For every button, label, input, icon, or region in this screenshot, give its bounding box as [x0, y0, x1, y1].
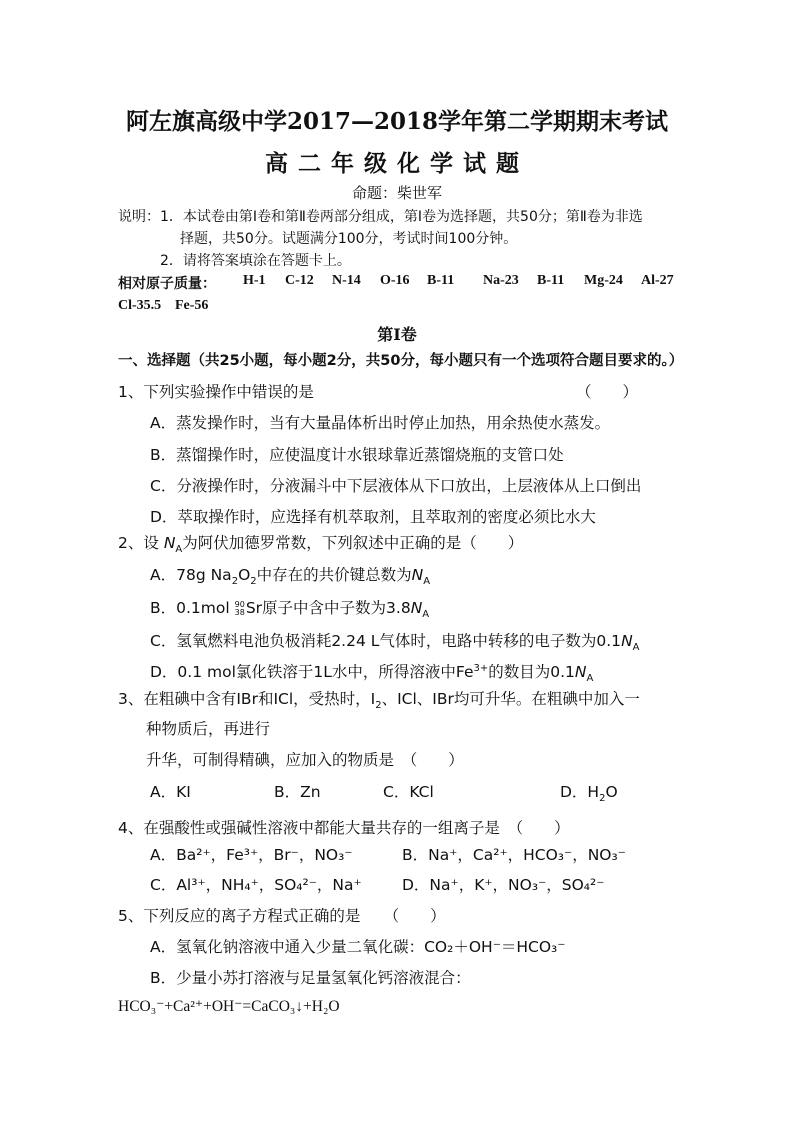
school-exam-title: 阿左旗高级中学2017—2018学年第二学期期末考试: [125, 108, 669, 135]
atomic-mass-item: C-12: [285, 273, 314, 288]
question-1-option-c: C．分液操作时，分液漏斗中下层液体从下口放出，上层液体从上口倒出: [150, 477, 642, 495]
volume-title: 第Ⅰ卷: [377, 325, 417, 344]
question-4-option-c: C．Al³⁺，NH₄⁺，SO₄²⁻，Na⁺: [150, 876, 362, 894]
question-3-option-d: D．$H_2O$: [560, 783, 618, 805]
atomic-mass-item: N-14: [332, 273, 361, 288]
question-3-option-b: B．Zn: [274, 783, 321, 801]
instruction-line-3: 2．请将答案填涂在答题卡上。: [160, 253, 351, 269]
question-4-option-d: D．Na⁺，K⁺，NO₃⁻，SO₄²⁻: [402, 876, 605, 894]
atomic-mass-label: 相对原子质量：: [118, 276, 216, 292]
section-title: 一、选择题（共25小题，每小题2分，共50分，每小题只有一个选项符合题目要求的。）: [118, 353, 684, 369]
question-5-option-a: A．氢氧化钠溶液中通入少量二氧化碳：CO₂＋OH⁻＝HCO₃⁻: [150, 938, 566, 956]
atomic-mass-item: Cl-35.5: [118, 298, 162, 313]
instruction-line-1: 说明：1．本试卷由第Ⅰ卷和第Ⅱ卷两部分组成，第Ⅰ卷为选择题，共50分；第Ⅱ卷为非选: [118, 209, 643, 225]
question-4-stem: 4、在强酸性或强碱性溶液中都能大量共存的一组离子是 （ ）: [118, 819, 570, 837]
question-5-stem: 5、下列反应的离子方程式正确的是 （ ）: [118, 907, 446, 925]
question-1-stem: 1、下列实验操作中错误的是: [118, 383, 314, 401]
atomic-mass-item: Al-27: [641, 273, 674, 288]
question-2-option-b: B．0.1mol 90 38 Sr原子中含中子数为$3.8N_A$: [150, 599, 430, 621]
atomic-mass-item: Mg-24: [584, 273, 623, 288]
question-1-option-b: B．蒸馏操作时，应使温度计水银球靠近蒸馏烧瓶的支管口处: [150, 446, 564, 464]
question-3-option-c: C．KCl: [383, 783, 434, 801]
exam-subject-title: 高二年级化学试题: [265, 150, 529, 177]
question-2-option-d: D．0.1 mol氯化铁溶于1L水中，所得溶液中$Fe^{3+}$的数目为$0.1N_A$: [150, 662, 594, 685]
question-2-stem: 2、设 $N_A$为阿伏加德罗常数，下列叙述中正确的是（ ）: [118, 534, 524, 556]
question-1-option-a: A．蒸发操作时，当有大量晶体析出时停止加热，用余热使水蒸发。: [150, 414, 611, 432]
question-4-option-b: B．Na⁺，Ca²⁺，HCO₃⁻，NO₃⁻: [402, 846, 626, 864]
question-4-option-a: A．Ba²⁺，Fe³⁺，Br⁻，NO₃⁻: [150, 846, 353, 864]
atomic-mass-item: B-11: [427, 273, 455, 288]
question-1-option-d: D．萃取操作时，应选择有机萃取剂，且萃取剂的密度必须比水大: [150, 508, 596, 526]
question-3-stem-line-3: 升华，可制得精碘，应加入的物质是 （ ）: [146, 751, 464, 769]
atomic-mass-item: B-11: [537, 273, 565, 288]
author-line: 命题：柴世军: [351, 184, 442, 202]
instruction-line-2: 择题，共50分。试题满分100分，考试时间100分钟。: [180, 231, 518, 247]
atomic-mass-item: Na-23: [483, 273, 519, 288]
atomic-mass-item: O-16: [380, 273, 410, 288]
answer-paren: （ ）: [576, 383, 639, 401]
question-5-option-b-equation: HCO₃⁻+Ca²⁺+OH⁻=CaCO₃↓+H₂O: [118, 998, 340, 1015]
atomic-mass-item: H-1: [243, 273, 266, 288]
atomic-mass-item: Fe-56: [175, 298, 209, 313]
question-3-stem-line-1: 3、在粗碘中含有IBr和ICl，受热时，$I_2$、ICl、IBr均可升华。在粗碘中加入一: [118, 690, 640, 712]
question-5-option-b: B．少量小苏打溶液与足量氢氧化钙溶液混合：: [150, 969, 471, 987]
question-3-option-a: A．KI: [150, 783, 191, 801]
question-2-option-c: C．氢氧燃料电池负极消耗2.24 L气体时，电路中转移的电子数为$0.1N_A$: [150, 632, 640, 654]
question-2-option-a: A．78g $Na_2O_2$中存在的共价键总数为$N_A$: [150, 566, 431, 588]
question-3-stem-line-2: 种物质后，再进行: [146, 720, 271, 738]
